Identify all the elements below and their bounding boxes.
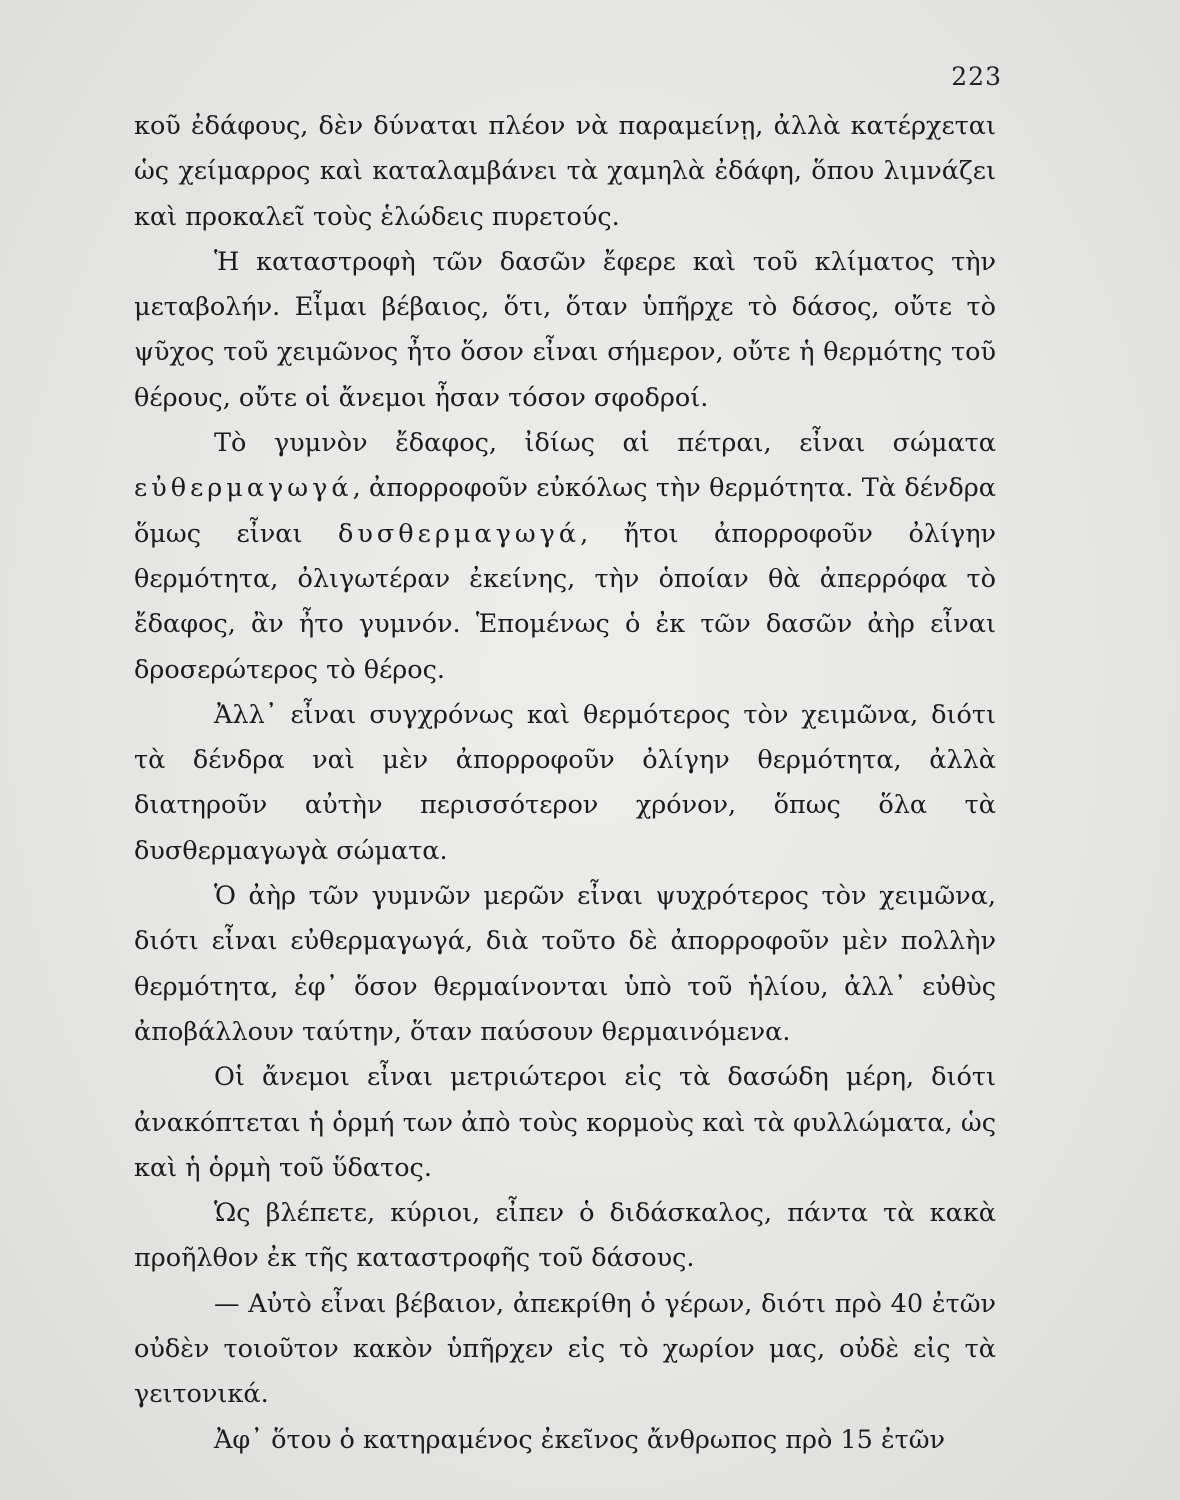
body-text <box>134 104 996 1463</box>
paragraph <box>134 1191 996 1282</box>
text-segment: Ἡ καταστροφὴ τῶν δασῶν ἔφερε καὶ τοῦ κλίματος τὴν μεταβολήν. Εἶμαι βέβαιος, ὅτι, ὅταν ὑπῆρχε τὸ δάσος, οὔτε τὸ ψῦχος τοῦ χειμῶνος ἦτο ὅσον εἶναι σήμερον, οὔτε ἡ θερμότης τοῦ θέρους, οὔτε οἱ ἄνεμοι ἦσαν τόσον σφοδροί. <box>134 246 996 413</box>
text-segment: Ἀλλ᾽ εἶναι συγχρόνως καὶ θερμότερος τὸν χειμῶνα, διότι τὰ δένδρα ναὶ μὲν ἀπορροφοῦν ὀλίγην θερμότητα, ἀλλὰ διατηροῦν αὐτὴν περισσότερον χρόνον, ὅπως ὅλα τὰ δυσθερμαγωγὰ σώματα. <box>134 699 996 866</box>
page-number: 223 <box>951 62 1002 91</box>
spaced-term: δυσθερμαγωγά <box>338 518 581 549</box>
text-segment: Ὁ ἀὴρ τῶν γυμνῶν μερῶν εἶναι ψυχρότερος τὸν χειμῶνα, διότι εἶναι εὐθερμαγωγά, διὰ τοῦτο δὲ ἀπορροφοῦν μὲν πολλὴν θερμότητα, ἐφ᾽ ὅσον θερμαίνονται ὑπὸ τοῦ ἡλίου, ἀλλ᾽ εὐθὺς ἀποβάλλουν ταύτην, ὅταν παύσουν θερμαινόμενα. <box>134 881 996 1047</box>
paragraph <box>134 421 996 693</box>
text-segment: Τὸ γυμνὸν ἔδαφος, ἰδίως αἱ πέτραι, εἶναι σώματα <box>214 428 996 459</box>
paragraph <box>134 874 996 1055</box>
text-segment: Ἀφ᾽ ὅτου ὁ κατηραμένος ἐκεῖνος ἄνθρωπος πρὸ 15 ἐτῶν <box>214 1424 946 1455</box>
paragraph <box>134 1282 996 1418</box>
paragraph <box>134 1418 996 1463</box>
text-segment: κοῦ ἐδάφους, δὲν δύναται πλέον νὰ παραμείνῃ, ἀλλὰ κατέρχεται ὡς χείμαρρος καὶ καταλαμβάνει τὰ χαμηλὰ ἐδάφη, ὅπου λιμνάζει καὶ προκαλεῖ τοὺς ἑλώδεις πυρετούς. <box>134 111 996 232</box>
paragraph <box>134 240 996 421</box>
spaced-term: εὐθερμαγωγά <box>134 473 353 504</box>
text-segment: Οἱ ἄνεμοι εἶναι μετριώτεροι εἰς τὰ δασώδη μέρη, διότι ἀνακόπτεται ἡ ὁρμή των ἀπὸ τοὺς κορμοὺς καὶ τὰ φυλλώματα, ὡς καὶ ἡ ὁρμὴ τοῦ ὕδατος. <box>134 1062 996 1183</box>
paragraph <box>134 1055 996 1191</box>
text-segment: Ὡς βλέπετε, κύριοι, εἶπεν ὁ διδάσκαλος, πάντα τὰ κακὰ προῆλθον ἐκ τῆς καταστροφῆς τοῦ δάσους. <box>134 1198 996 1274</box>
text-segment: — Αὐτὸ εἶναι βέβαιον, ἀπεκρίθη ὁ γέρων, διότι πρὸ 40 ἐτῶν οὐδὲν τοιοῦτον κακὸν ὑπῆρχεν εἰς τὸ χωρίον μας, οὐδὲ εἰς τὰ γειτονικά. <box>134 1288 996 1410</box>
text-segment: , ἤτοι ἀπορροφοῦν ὀλίγην θερμότητα, ὀλιγωτέραν ἐκείνης, τὴν ὁποίαν θὰ ἀπερρόφα τὸ ἔδαφος, ἂν ἦτο γυμνόν. Ἑπομένως ὁ ἐκ τῶν δασῶν ἀὴρ εἶναι δροσερώτερος τὸ θέρος. <box>134 518 996 685</box>
text-segment: , ἀπορροφοῦν εὐκόλως τὴν θερμότητα. Τὰ δένδρα ὅμως εἶναι <box>134 473 996 549</box>
paragraph <box>134 104 996 240</box>
paragraph <box>134 693 996 874</box>
